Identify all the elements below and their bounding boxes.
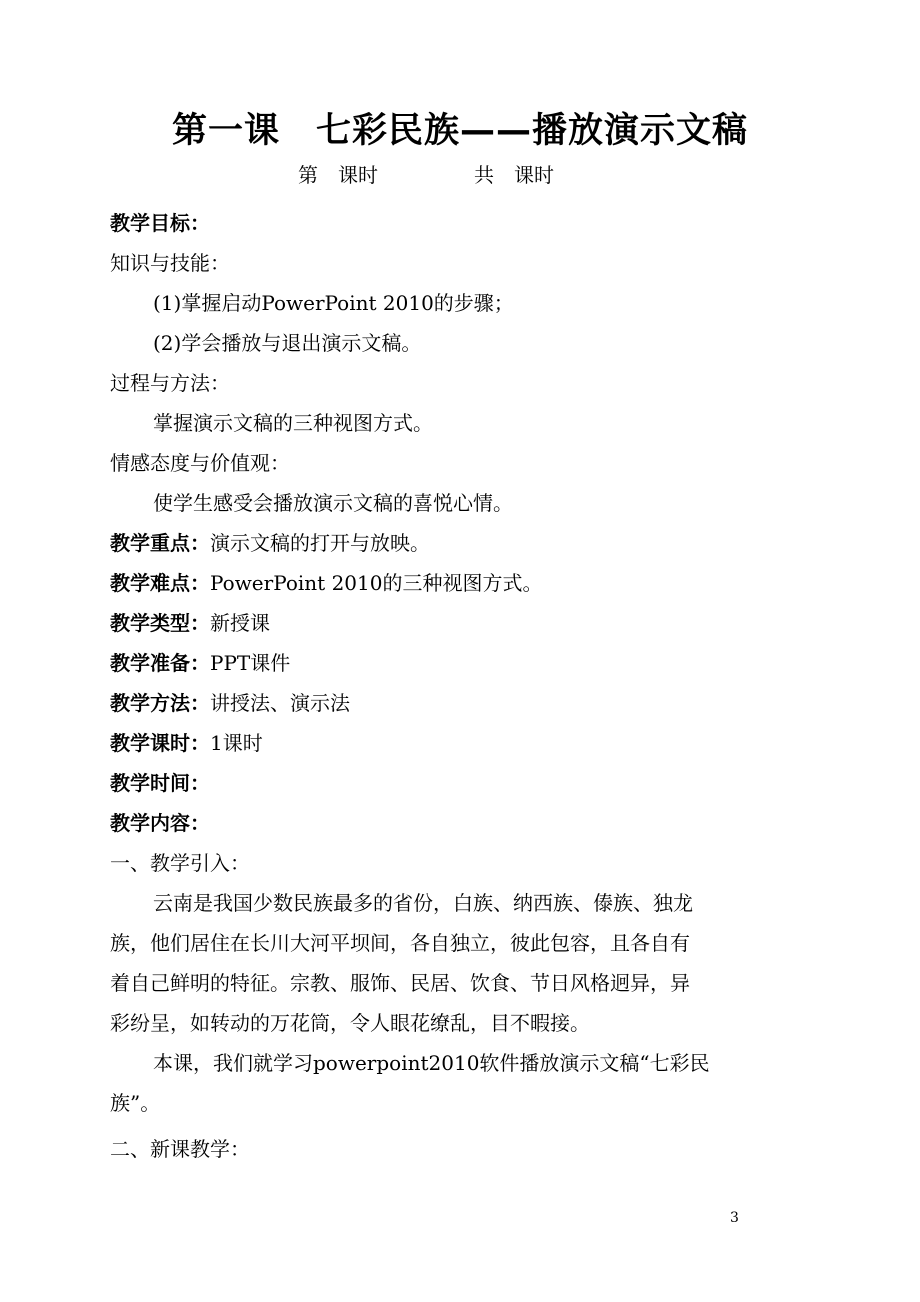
field-time: [110, 768, 770, 798]
field-content: [110, 808, 770, 838]
field-label: 教学内容：: [110, 811, 210, 835]
page-number: 3: [730, 1210, 739, 1226]
field-label: 教学重点：: [110, 531, 210, 555]
emotion-text: 使学生感受会播放演示文稿的喜悦心情。: [153, 491, 513, 515]
field-value: 1课时: [210, 731, 263, 755]
current-period-label: 第 课时: [298, 163, 378, 187]
total-period-label: 共 课时: [474, 163, 554, 187]
section1-para2-line-1: 本课，我们就学习powerpoint2010软件播放演示文稿“七彩民: [153, 1051, 710, 1075]
field-lesson-type: [110, 608, 770, 638]
field-label: 教学准备：: [110, 651, 210, 675]
section1-para1-line-3: 着自己鲜明的特征。宗教、服饰、民居、饮食、节日风格迥异，异: [110, 971, 690, 995]
lesson-period-line: [298, 160, 698, 190]
knowledge-item-2: (2)学会播放与退出演示文稿。: [153, 331, 422, 355]
field-label: 教学方法：: [110, 691, 210, 715]
section1-para1-line-4: 彩纷呈，如转动的万花筒，令人眼花缭乱，目不暇接。: [110, 1011, 590, 1035]
field-value: PowerPoint 2010的三种视图方式。: [210, 571, 543, 595]
field-method: [110, 688, 770, 718]
field-label: 教学时间：: [110, 771, 210, 795]
field-key-point: [110, 528, 770, 558]
field-preparation: [110, 648, 770, 678]
process-text: 掌握演示文稿的三种视图方式。: [153, 411, 433, 435]
objectives-heading: 教学目标：: [110, 211, 210, 235]
field-difficult-point: [110, 568, 770, 598]
field-value: 讲授法、演示法: [210, 691, 350, 715]
field-label: 教学难点：: [110, 571, 210, 595]
field-value: 演示文稿的打开与放映。: [210, 531, 430, 555]
page-title: 第一课 七彩民族——播放演示文稿: [171, 111, 748, 151]
knowledge-heading: 知识与技能：: [110, 251, 230, 275]
field-value: 新授课: [210, 611, 270, 635]
section1-para2-line-2: 族”。: [110, 1091, 161, 1115]
process-heading: 过程与方法：: [110, 371, 230, 395]
field-label: 教学类型：: [110, 611, 210, 635]
section1-para1-line-2: 族，他们居住在长川大河平坝间，各自独立，彼此包容，且各自有: [110, 931, 690, 955]
field-label: 教学课时：: [110, 731, 210, 755]
emotion-heading: 情感态度与价值观：: [110, 451, 290, 475]
field-periods: [110, 728, 770, 758]
section2-heading: 二、新课教学：: [110, 1137, 250, 1161]
knowledge-item-1: (1)掌握启动PowerPoint 2010的步骤；: [153, 291, 514, 315]
section1-heading: 一、教学引入：: [110, 851, 250, 875]
section1-para1-line-1: 云南是我国少数民族最多的省份，白族、纳西族、傣族、独龙: [153, 891, 693, 915]
field-value: PPT课件: [210, 651, 291, 675]
